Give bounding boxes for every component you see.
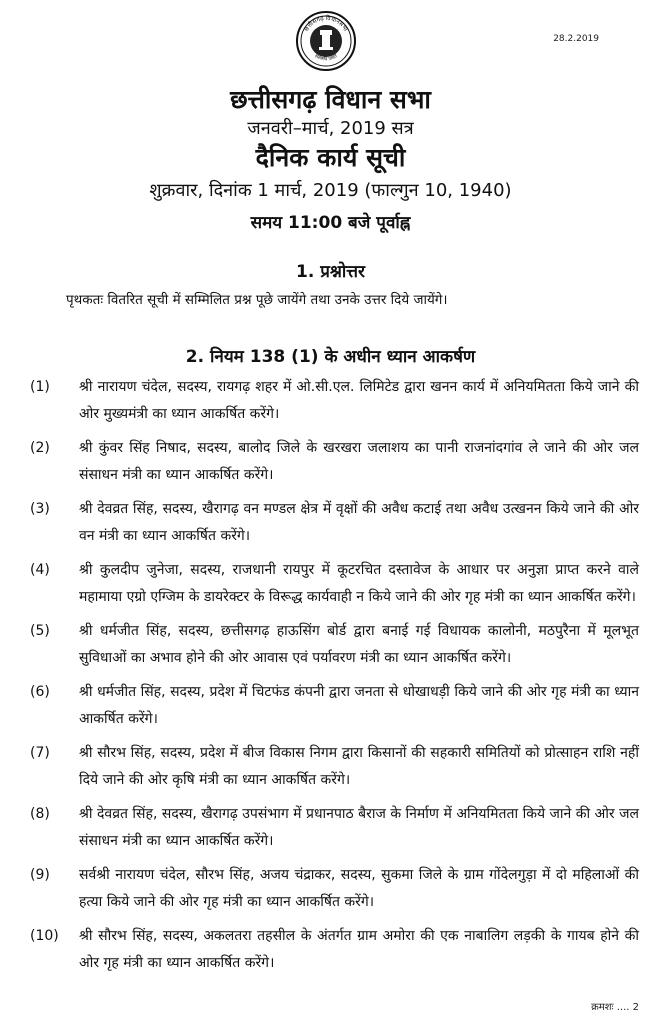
item-number: (10) bbox=[30, 928, 59, 944]
item-number: (5) bbox=[30, 623, 50, 639]
list-item bbox=[0, 618, 661, 672]
item-number: (9) bbox=[30, 867, 50, 883]
item-text: श्री धर्मजीत सिंह, सदस्य, प्रदेश में चिटफंड कंपनी द्वारा जनता से धोखाधड़ी किये जाने की ओर गृह मंत्री का ध्यान आकर्षित करेंगे। bbox=[79, 684, 639, 727]
item-text: श्री सौरभ सिंह, सदस्य, अकलतरा तहसील के अंतर्गत ग्राम अमोरा की एक नाबालिग लड़की के गायब होने की ओर गृह मंत्री का ध्यान आकर्षित करेंगे। bbox=[79, 928, 639, 971]
day-date: शुक्रवार, दिनांक 1 मार्च, 2019 (फाल्गुन 10, 1940) bbox=[149, 180, 512, 201]
list-item bbox=[0, 435, 661, 489]
list-item bbox=[0, 679, 661, 733]
item-number: (2) bbox=[30, 440, 50, 456]
svg-text:छत्तीसगढ़ विधानसभा: छत्तीसगढ़ विधानसभा bbox=[302, 14, 350, 33]
section-2-title: 2. नियम 138 (1) के अधीन ध्यान आकर्षण bbox=[185, 347, 476, 367]
item-text: श्री नारायण चंदेल, सदस्य, रायगढ़ शहर में ओ.सी.एल. लिमिटेड द्वारा खनन कार्य में अनियमितता किये जाने की ओर मुख्यमंत्री का ध्यान आकर्षित करेंगे। bbox=[79, 379, 639, 422]
date-stamp: 28.2.2019 bbox=[553, 34, 599, 44]
item-number: (3) bbox=[30, 501, 50, 517]
list-item bbox=[0, 374, 661, 428]
svg-text:सत्यमेव जयते: सत्यमेव जयते bbox=[313, 53, 339, 63]
continued-marker: क्रमशः .... 2 bbox=[591, 1002, 639, 1013]
item-text: श्री कुंवर सिंह निषाद, सदस्य, बालोद जिले के खरखरा जलाशय का पानी राजनांदगांव ले जाने की ओर जल संसाधन मंत्री का ध्यान आकर्षित करेंगे। bbox=[79, 440, 639, 483]
assembly-emblem-logo bbox=[295, 10, 357, 72]
item-text: श्री देवव्रत सिंह, सदस्य, खैरागढ़ वन मण्डल क्षेत्र में वृक्षों की अवैध कटाई तथा अवैध उत्खनन किये जाने की ओर वन मंत्री का ध्यान आकर्षित करेंगे। bbox=[79, 501, 639, 544]
item-number: (6) bbox=[30, 684, 50, 700]
list-item bbox=[0, 862, 661, 916]
item-text: श्री देवव्रत सिंह, सदस्य, खैरागढ़ उपसंभाग में प्रधानपाठ बैराज के निर्माण में अनियमितता किये जाने की ओर जल संसाधन मंत्री का ध्यान आकर्षित करेंगे। bbox=[79, 806, 639, 849]
item-number: (7) bbox=[30, 745, 50, 761]
item-text: श्री कुलदीप जुनेजा, सदस्य, राजधानी रायपुर में कूटरचित दस्तावेज के आधार पर अनुज्ञा प्राप्त करने वाले महामाया एग्रो एग्जिम के डायरेक्टर के विरूद्ध कार्यवाही न किये जाने की ओर गृह मंत्री का ध्यान आकर्षित करेंगे। bbox=[79, 562, 639, 605]
list-item bbox=[0, 557, 661, 611]
item-text: श्री सौरभ सिंह, सदस्य, प्रदेश में बीज विकास निगम द्वारा किसानों की सहकारी समितियों को प्रोत्साहन राशि नहीं दिये जाने की ओर कृषि मंत्री का ध्यान आकर्षित करेंगे। bbox=[79, 745, 639, 788]
list-item bbox=[0, 801, 661, 855]
agenda-title: दैनिक कार्य सूची bbox=[255, 143, 406, 172]
session-label: जनवरी–मार्च, 2019 सत्र bbox=[247, 118, 414, 139]
list-item bbox=[0, 496, 661, 550]
assembly-title: छत्तीसगढ़ विधान सभा bbox=[230, 85, 431, 114]
section-1-title: 1. प्रश्नोत्तर bbox=[296, 262, 365, 282]
attention-items-list bbox=[0, 374, 661, 984]
item-number: (4) bbox=[30, 562, 50, 578]
list-item bbox=[0, 740, 661, 794]
item-text: सर्वश्री नारायण चंदेल, सौरभ सिंह, अजय चंद्राकर, सदस्य, सुकमा जिले के ग्राम गोंदेलगुड़ा में दो महिलाओं की हत्या किये जाने की ओर गृह मंत्री का ध्यान आकर्षित करेंगे। bbox=[79, 867, 639, 910]
item-number: (8) bbox=[30, 806, 50, 822]
item-number: (1) bbox=[30, 379, 50, 395]
item-text: श्री धर्मजीत सिंह, सदस्य, छत्तीसगढ़ हाऊसिंग बोर्ड द्वारा बनाई गई विधायक कालोनी, मठपुरैना में मूलभूत सुविधाओं का अभाव होने की ओर आवास एवं पर्यावरण मंत्री का ध्यान आकर्षित करेंगे। bbox=[79, 623, 639, 666]
section-1-text: पृथकतः वितरित सूची में सम्मिलित प्रश्न पूछे जायेंगे तथा उनके उत्तर दिये जायेंगे। bbox=[66, 292, 448, 308]
session-time: समय 11:00 बजे पूर्वाह्न bbox=[250, 213, 411, 233]
list-item bbox=[0, 923, 661, 977]
